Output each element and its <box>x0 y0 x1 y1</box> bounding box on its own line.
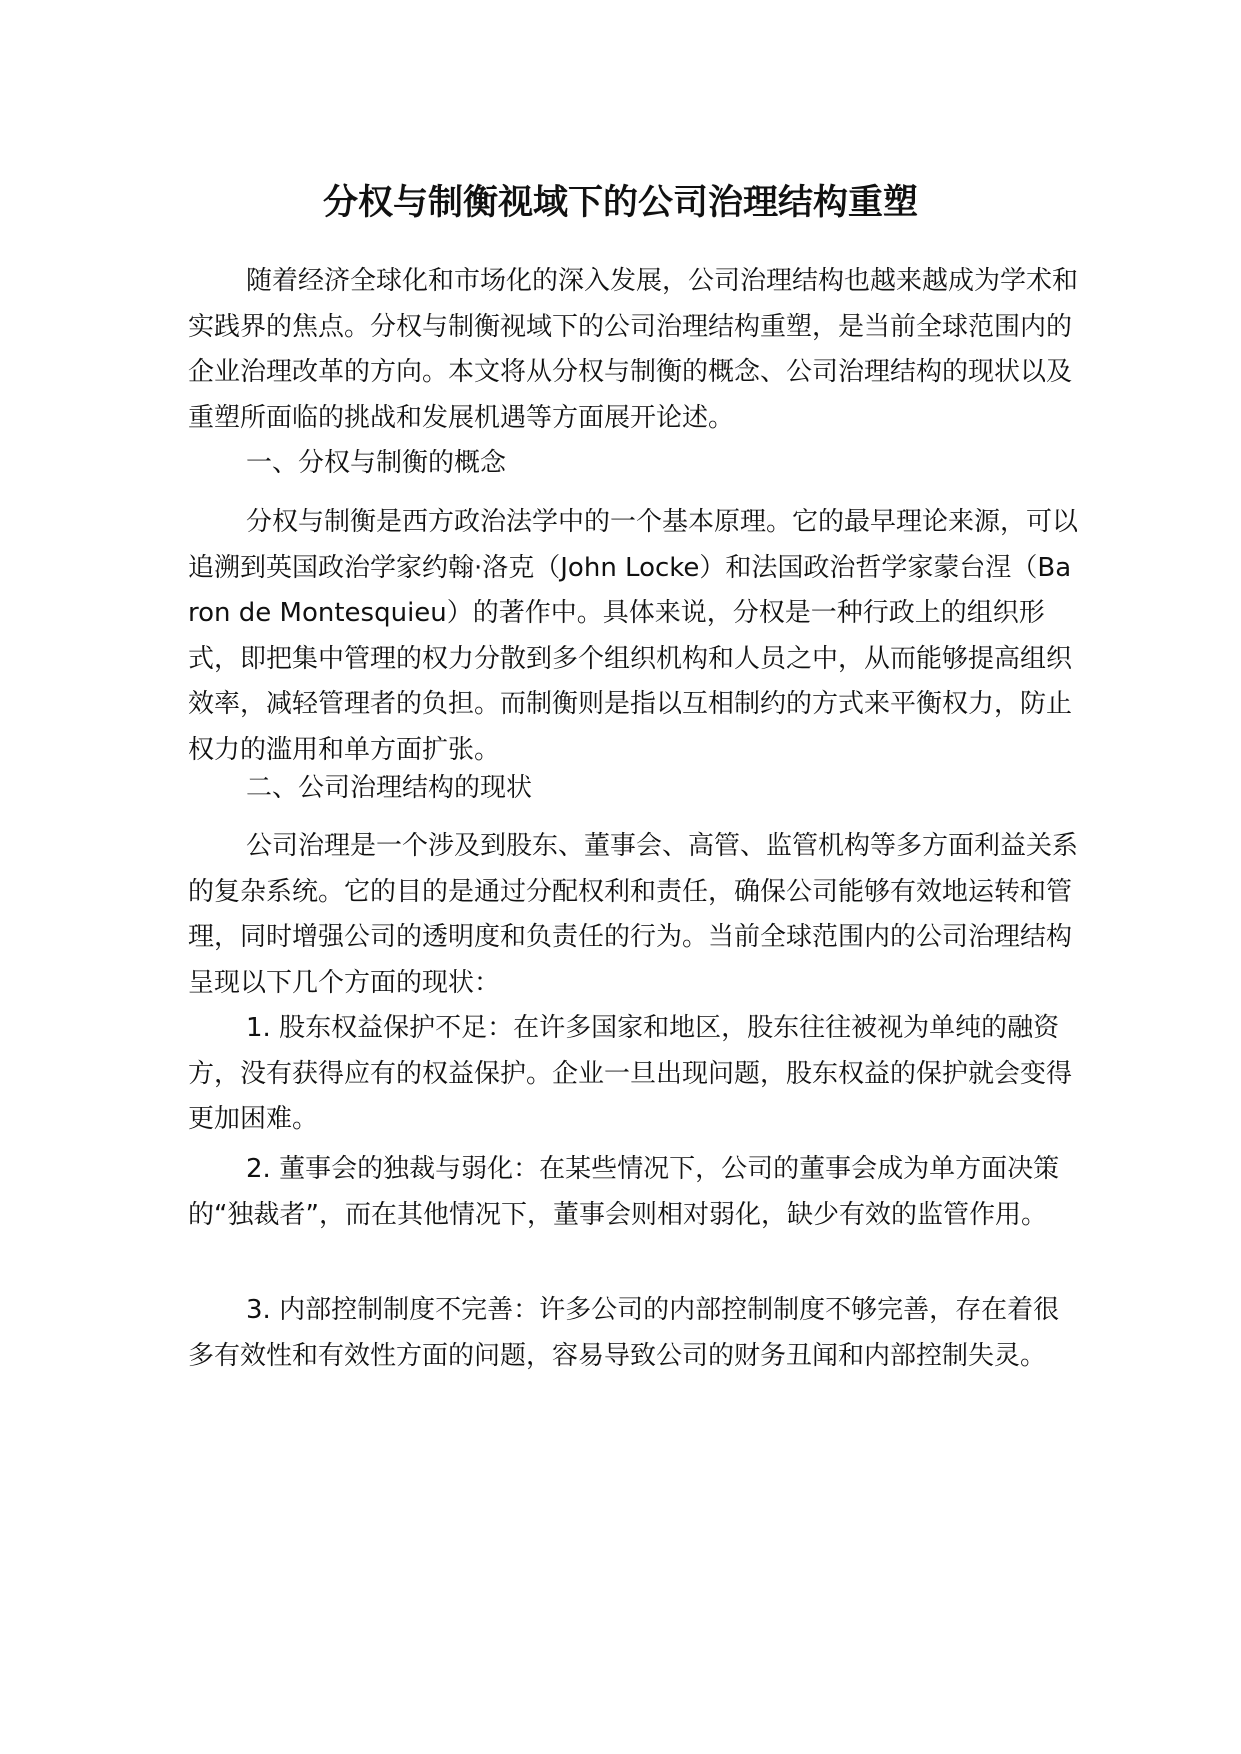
document-title: 分权与制衡视域下的公司治理结构重塑 <box>322 183 918 223</box>
list-item-1: 1. 股东权益保护不足：在许多国家和地区，股东往往被视为单纯的融资方，没有获得应有的权益保护。企业一旦出现问题，股东权益的保护就会变得更加困难。 <box>188 1013 1073 1134</box>
intro-paragraph: 随着经济全球化和市场化的深入发展，公司治理结构也越来越成为学术和实践界的焦点。分权与制衡视域下的公司治理结构重塑，是当前全球范围内的企业治理改革的方向。本文将从分权与制衡的概念、公司治理结构的现状以及重塑所面临的挑战和发展机遇等方面展开论述。 <box>188 266 1079 433</box>
section-1-paragraph: 分权与制衡是西方政治法学中的一个基本原理。它的最早理论来源，可以追溯到英国政治学家约翰·洛克（John Locke）和法国政治哲学家蒙台涅（Baron de Montesquieu）的著作中。具体来说，分权是一种行政上的组织形式，即把集中管理的权力分散到多个组织机构和人员之中，从而能够提高组织效率，减轻管理者的负担。而制衡则是指以互相制约的方式来平衡权力，防止权力的滥用和单方面扩张。 <box>188 507 1079 765</box>
section-2-paragraph: 公司治理是一个涉及到股东、董事会、高管、监管机构等多方面利益关系的复杂系统。它的目的是通过分配权利和责任，确保公司能够有效地运转和管理，同时增强公司的透明度和负责任的行为。当前全球范围内的公司治理结构呈现以下几个方面的现状： <box>188 831 1079 998</box>
section-1-heading: 一、分权与制衡的概念 <box>246 448 507 478</box>
section-2-heading: 二、公司治理结构的现状 <box>246 773 533 803</box>
list-item-2: 2. 董事会的独裁与弱化：在某些情况下，公司的董事会成为单方面决策的“独裁者”，而在其他情况下，董事会则相对弱化，缺少有效的监管作用。 <box>188 1154 1060 1230</box>
list-item-3: 3. 内部控制制度不完善：许多公司的内部控制制度不够完善，存在着很多有效性和有效性方面的问题，容易导致公司的财务丑闻和内部控制失灵。 <box>188 1295 1060 1371</box>
